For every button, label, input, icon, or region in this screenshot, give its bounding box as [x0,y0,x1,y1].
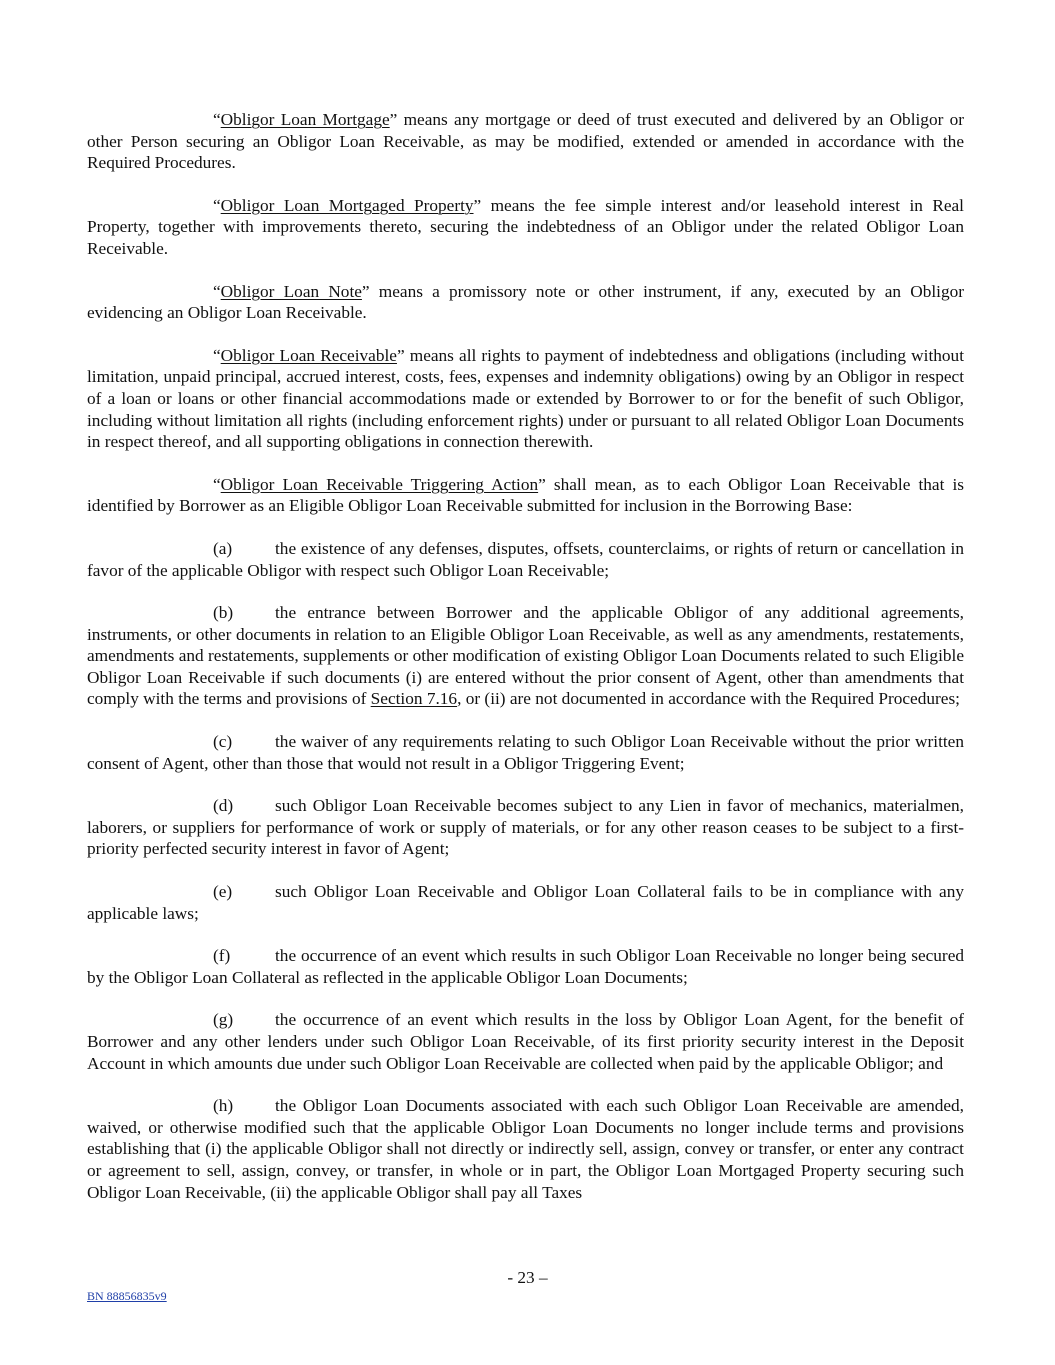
open-quote: “ [213,110,221,129]
item-label: (a) [213,538,233,558]
list-item-e [87,881,964,924]
definition-triggering-action [87,474,964,517]
page-number: - 23 – [507,1268,548,1287]
item-text-after: , or (ii) are not documented in accordance with the Required Procedures; [457,689,960,709]
item-text: such Obligor Loan Receivable and Obligor Loan Collateral fails to be in compliance with any applicable laws; [87,882,964,923]
document-body [87,109,964,1203]
list-item-f [87,945,964,988]
item-label: (e) [213,882,233,902]
definition-text: ” shall mean, as to each Obligor Loan Receivable that is identified by Borrower as an Eligible Obligor Loan Receivable submitted for inclusion in the Borrowing Base: [87,474,964,516]
open-quote: “ [213,474,221,494]
definition-text: ” means all rights to payment of indebtedness and obligations (including without limitation, unpaid principal, accrued interest, costs, fees, expenses and indemnity obligations) owing by an Obligor in respect of a loan or loans or other financial accommodations made or extended by Borrower to or for the benefit of such Obligor, including without limitation all rights (including enforcement rights) under or pursuant to all related Obligor Loan Documents in respect thereof, and all supporting obligations in connection therewith. [87,345,964,452]
definition-obligor-loan-note [87,281,964,324]
definition-obligor-loan-mortgage [87,109,964,174]
item-label: (c) [213,732,233,752]
list-item-b [87,602,964,710]
open-quote: “ [213,281,221,301]
section-reference: Section 7.16 [370,689,458,709]
item-text: the occurrence of an event which results in such Obligor Loan Receivable no longer being secured by the Obligor Loan Collateral as reflected in the applicable Obligor Loan Documents; [87,946,964,987]
item-text: the Obligor Loan Documents associated with each such Obligor Loan Receivable are amended, waived, or otherwise modified such that the applicable Obligor Loan Documents no longer include terms and provisions establishing that (i) the applicable Obligor shall not directly or indirectly sell, assign, convey or transfer, or enter any contract or agreement to sell, assign, convey, or transfer, in whole or in part, the Obligor Loan Mortgaged Property securing such Obligor Loan Receivable, (ii) the applicable Obligor shall pay all Taxes [87,1096,964,1202]
document-id-link[interactable]: BN 88856835v9 [87,1289,167,1303]
list-item-a [87,538,964,581]
item-text: such Obligor Loan Receivable becomes subject to any Lien in favor of mechanics, materialmen, laborers, or suppliers for performance of work or supply of materials, or for any other reason ceases to be subject to a first-priority perfected security interest in favor of Agent; [87,796,964,859]
definition-obligor-loan-mortgaged-property [87,195,964,260]
definition-obligor-loan-receivable [87,345,964,453]
defined-term: Obligor Loan Mortgage [220,110,390,129]
defined-term: Obligor Loan Note [220,281,362,301]
defined-term: Obligor Loan Receivable [220,345,397,365]
item-label: (h) [213,1096,234,1116]
definition-text: ” means the fee simple interest and/or leasehold interest in Real Property, together with improvements thereto, securing the indebtedness of an Obligor under the related Obligor Loan Receivable. [87,195,964,258]
list-item-c [87,731,964,774]
list-item-d [87,795,964,860]
item-label: (b) [213,603,234,623]
item-label: (d) [213,796,234,816]
item-text: the entrance between Borrower and the applicable Obligor of any additional agreements, instruments, or other documents in relation to an Eligible Obligor Loan Receivable, as well as any amendments, restatements, amendments and restatements, supplements or other modification of existing Obligor Loan Documents related to such Eligible Obligor Loan Receivable if such documents (i) are entered without the prior consent of Agent, other than amendments that comply with the terms and provisions of [87,603,964,709]
item-text: the occurrence of an event which results in the loss by Obligor Loan Agent, for the benefit of Borrower and any other lenders under such Obligor Loan Receivable, of its first priority security interest in the Deposit Account in which amounts due under such Obligor Loan Receivable are collected when paid by the applicable Obligor; and [87,1010,964,1073]
definition-text: ” means any mortgage or deed of trust executed and delivered by an Obligor or other Person securing an Obligor Loan Receivable, as may be modified, extended or amended in accordance with the Required Procedures. [87,110,965,173]
list-item-h [87,1095,964,1203]
open-quote: “ [213,195,221,215]
item-text: the waiver of any requirements relating to such Obligor Loan Receivable without the prior written consent of Agent, other than those that would not result in a Obligor Triggering Event; [87,732,964,773]
item-label: (g) [213,1010,234,1030]
list-item-g [87,1009,964,1074]
defined-term: Obligor Loan Mortgaged Property [220,195,474,215]
item-label: (f) [213,946,231,966]
item-text: the existence of any defenses, disputes, offsets, counterclaims, or rights of return or cancellation in favor of the applicable Obligor with respect such Obligor Loan Receivable; [87,538,964,580]
defined-term: Obligor Loan Receivable Triggering Action [220,474,539,494]
definition-text: ” means a promissory note or other instrument, if any, executed by an Obligor evidencing an Obligor Loan Receivable. [87,281,965,323]
open-quote: “ [213,345,221,365]
